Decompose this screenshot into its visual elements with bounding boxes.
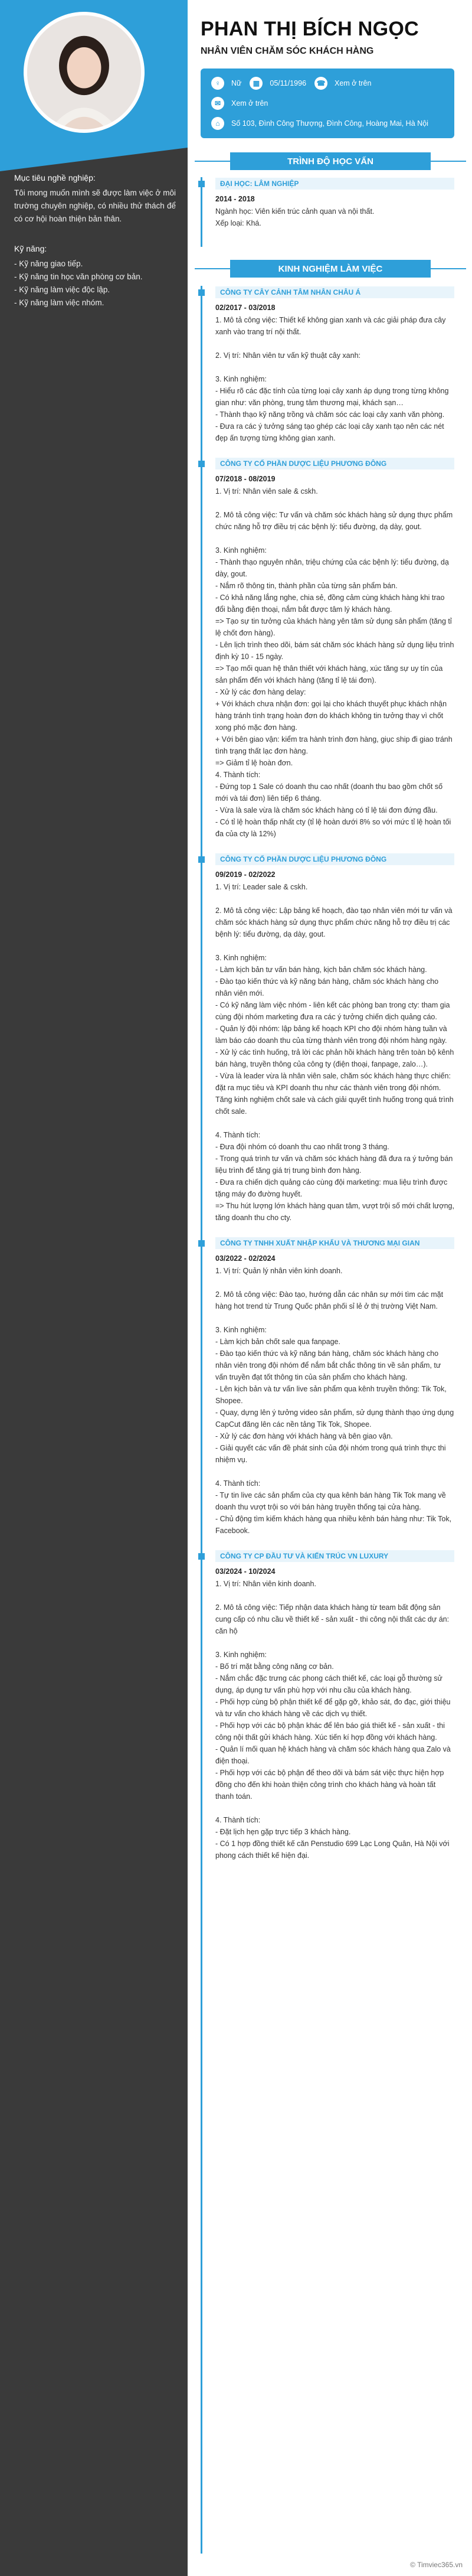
skills-block [14,242,176,309]
location-icon: ⌂ [211,117,224,130]
timeline-marker-icon [198,289,205,296]
education-entry [202,177,460,229]
school-name: ĐẠI HỌC: LÂM NGHIỆP [215,178,454,190]
email-icon: ✉ [211,97,224,110]
job-details: 1. Vị trí: Nhân viên kinh doanh. 2. Mô tả công việc: Tiếp nhận data khách hàng từ team bất động sản cung cấp có nhu cầu về thiết kế - sản xuất - thi công nội thất các dự án: căn hộ 3. Kinh nghiệm: - Bố trí mặt bằng công năng cơ bản. - Nắm chắc đặc trưng các phong cách thiết kế, các loại gỗ thường sử dụng, áp dụng tư vấn phù hợp với nhu cầu của khách hàng. - Phối hợp cùng bộ phận thiết kế để gặp gỡ, khảo sát, đo đạc, giới thiệu và tư vấn cho khách hàng về các dịch vụ thiết. - Phối hợp với các bộ phận khác để lên báo giá thiết kế - sản xuất - thi công nội thất gửi khách hàng. Xúc tiến kí hợp đồng với khách hàng. - Quản lí mối quan hệ khách hàng và chăm sóc khách hàng qua Zalo và điện thoại. - Phối hợp với các bộ phận để theo dõi và bám sát việc thực hiện hợp đồng cho đến khi hoàn thiện công trình cho khách hàng và hoàn tất thanh toán. 4. Thành tích: - Đặt lịch hẹn gặp trực tiếp 3 khách hàng. - Có 1 hợp đồng thiết kế căn Penstudio 699 Lạc Long Quân, Hà Nội với phong cách thiết kế hiện đại. [215,1580,451,1860]
job-period: 02/2017 - 03/2018 [215,304,276,312]
gender-icon: ♀ [211,77,224,90]
skill-item: - Kỹ năng làm việc nhóm. [14,298,104,307]
company-name: CÔNG TY CỔ PHẦN DƯỢC LIỆU PHƯƠNG ĐÔNG [215,458,454,469]
company-name: CÔNG TY TNHH XUẤT NHẬP KHẨU VÀ THƯƠNG MẠI GIAN [215,1237,454,1249]
timeline-marker-icon [198,461,205,467]
contact-row-email [211,97,276,110]
timeline-marker-icon [198,856,205,863]
education-period: 2014 - 2018 [215,195,255,203]
company-name: CÔNG TY CÂY CẢNH TÂM NHÂN CHÂU Á [215,286,454,298]
education-timeline [201,177,460,247]
contact-panel [201,69,454,138]
job-details: 1. Mô tả công việc: Thiết kế không gian xanh và các giải pháp đưa cây xanh vào trang trí nội thất. 2. Vị trí: Nhân viên tư vấn kỹ thuật cây xanh: 3. Kinh nghiệm: - Hiểu rõ các đặc tính của từng loại cây xanh áp dụng trong từng không gian như: văn phòng, trung tâm thương mại, khách sạn… - Thành thạo kỹ năng trồng và chăm sóc các loại cây xanh văn phòng. - Đưa ra các ý tưởng sáng tạo ghép các loại cây xanh tạo nên các nét đẹp ấn tượng từng không gian xanh. [215,316,449,442]
experience-title: KINH NGHIỆM LÀM VIỆC [230,260,431,278]
candidate-name: PHAN THỊ BÍCH NGỌC [201,18,419,40]
job-details: 1. Vị trí: Nhân viên sale & cskh. 2. Mô tả công việc: Tư vấn và chăm sóc khách hàng sử dụng thực phẩm chức năng hỗ trợ điều trị các bệnh lý: tiểu đường, dạ dày, gout. 3. Kinh nghiệm: - Thành thạo nguyên nhân, triệu chứng của các bệnh lý: tiểu đường, dạ dày, gout. - Nắm rõ thông tin, thành phần của từng sản phẩm bán. - Có khả năng lắng nghe, chia sẻ, đồng cảm cùng khách hàng khi trao đổi bằng điện thoại, nắm bắt được tâm lý khách hàng. => Tạo sự tin tưởng của khách hàng yên tâm sử dụng sản phẩm (tăng tỉ lệ chốt đơn hàng). - Lên lịch trình theo dõi, bám sát chăm sóc khách hàng sử dụng liệu trình định kỳ 10 - 15 ngày. => Tạo mối quan hệ thân thiết với khách hàng, xúc tăng sự uy tín của sản phẩm đến với khách hàng (tăng tỉ lệ tái đơn). - Xử lý các đơn hàng delay: + Với khách chưa nhận đơn: gọi lại cho khách thuyết phục khách nhận hàng tránh tình trạng hoàn đơn do khách không tin tưởng thay vì chốt xong phó mặc đơn hàng. + Với bên giao vận: kiểm tra hành trình đơn hàng, giục ship đi giao tránh tình trạng thất lạc đơn hàng. => Giảm tỉ lệ hoàn đơn. 4. Thành tích: - Đứng top 1 Sale có doanh thu cao nhất (doanh thu bao gồm chốt số mới và tái đơn) liên tiếp 6 tháng. - Vừa là sale vừa là chăm sóc khách hàng có tỉ lệ tái đơn đứng đầu. - Có tỉ lệ hoàn thấp nhất cty (tỉ lệ hoàn dưới 8% so với mức tỉ lệ hoàn tối đa của cty là 12%) [215,487,454,838]
job-period: 07/2018 - 08/2019 [215,475,276,483]
experience-section-header [195,260,466,278]
footer-watermark: © Timviec365.vn [410,2561,463,2569]
calendar-icon: ▦ [250,77,263,90]
phone-value[interactable]: Xem ở trên [335,79,372,87]
skill-item: - Kỹ năng giao tiếp. [14,259,83,268]
skill-item: - Kỹ năng làm việc độc lập. [14,285,110,294]
skills-title: Kỹ năng: [14,244,47,253]
company-name: CÔNG TY CP ĐẦU TƯ VÀ KIẾN TRÚC VN LUXURY [215,1550,454,1562]
experience-entry [202,286,460,444]
experience-timeline [201,286,460,2554]
gender-value: Nữ [231,79,242,87]
job-period: 09/2019 - 02/2022 [215,870,276,879]
experience-entry [202,1237,460,1537]
contact-row-personal [211,77,379,90]
skill-item: - Kỹ năng tin học văn phòng cơ bản. [14,272,143,281]
job-period: 03/2024 - 10/2024 [215,1567,276,1576]
contact-row-address [211,117,437,130]
education-details: Ngành học: Viên kiến trúc cảnh quan và nội thất. Xếp loại: Khá. [215,207,375,227]
timeline-marker-icon [198,1553,205,1560]
address-value: Số 103, Đình Công Thượng, Đình Công, Hoàng Mai, Hà Nội [231,119,428,128]
experience-entry [202,853,460,1224]
experience-entry [202,1550,460,1861]
job-details: 1. Vị trí: Quản lý nhân viên kinh doanh. 2. Mô tả công việc: Đào tạo, hướng dẫn các nhân sự mới tìm các mặt hàng hot trend từ Trung Quốc phân phối sỉ lẻ ở thị trường Việt Nam. 3. Kinh nghiệm: - Làm kịch bản chốt sale qua fanpage. - Đào tạo kiến thức và kỹ năng bán hàng, chăm sóc khách hàng cho nhân viên trong đội nhóm để nắm bắt chắc thông tin về sản phẩm, tư vấn truyền đạt tốt thông tin của sản phẩm cho khách hàng. - Lên kịch bản và tư vấn live sản phẩm qua kênh truyền thông: Tik Tok, Shopee. - Quay, dựng lên ý tưởng video sản phẩm, sử dụng thành thạo ứng dụng CapCut đăng lên các nền tảng Tik Tok, Shopee. - Xử lý các đơn hàng với khách hàng và bên giao vận. - Giải quyết các vấn đề phát sinh của đội nhóm trong quá trình thực thi nhiệm vụ. 4. Thành tích: - Tự tin live các sản phẩm của cty qua kênh bán hàng Tik Tok mang về doanh thu vượt trội so với bán hàng truyền thống tại cửa hàng. - Chủ động tìm kiếm khách hàng qua nhiều kênh bán hàng như: Tik Tok, Facebook. [215,1267,454,1535]
email-value[interactable]: Xem ở trên [231,99,268,107]
job-period: 03/2022 - 02/2024 [215,1254,276,1263]
job-title: NHÂN VIÊN CHĂM SÓC KHÁCH HÀNG [201,46,374,56]
experience-entry [202,457,460,840]
timeline-marker-icon [198,181,205,187]
sidebar [0,0,188,2576]
phone-icon: ☎ [314,77,327,90]
objective-block [14,171,176,226]
avatar [24,12,145,133]
job-details: 1. Vị trí: Leader sale & cskh. 2. Mô tả công việc: Lập bảng kế hoạch, đào tạo nhân viên mới tư vấn và chăm sóc khách hàng sử dụng thực phẩm chức năng hỗ trợ điều trị các bệnh lý: tiểu đường, dạ dày, gout. 3. Kinh nghiệm: - Làm kịch bản tư vấn bán hàng, kịch bản chăm sóc khách hàng. - Đào tạo kiến thức và kỹ năng bán hàng, chăm sóc khách hàng cho nhân viên mới. - Có kỹ năng làm việc nhóm - liên kết các phòng ban trong cty: tham gia cùng đội nhóm marketing đưa ra các ý tưởng chiến dịch quảng cáo. - Quản lý đội nhóm: lập bảng kế hoạch KPI cho đội nhóm hàng tuần và làm báo cáo doanh thu của từng thành viên trong đội nhóm hàng ngày. - Xử lý các tình huống, trả lời các phản hồi khách hàng trên toàn bộ kênh bán hàng, truyền thông của công ty (điện thoại, fanpage, zalo…). - Vừa là leader vừa là nhân viên sale, chăm sóc khách hàng thực chiến: đặt ra mục tiêu và KPI doanh thu như các thành viên trong đội nhóm. Tăng kinh nghiệm chốt sale và cách giải quyết tình huống trong quá trình chốt sale. 4. Thành tích: - Đưa đội nhóm có doanh thu cao nhất trong 3 tháng. - Trong quá trình tư vấn và chăm sóc khách hàng đã đưa ra ý tưởng bán liệu trình để tăng giá trị trung bình đơn hàng. - Đưa ra chiến dịch quảng cáo cùng đội marketing: mua liệu trình được tặng máy đo đường huyết. => Thu hút lượng lớn khách hàng quan tâm, vượt trội số mới chất lượng, tăng doanh thu cho cty. [215,883,454,1222]
education-section-header [195,152,466,170]
education-title: TRÌNH ĐỘ HỌC VẤN [230,152,431,170]
timeline-marker-icon [198,1240,205,1247]
company-name: CÔNG TY CỔ PHẦN DƯỢC LIỆU PHƯƠNG ĐÔNG [215,853,454,865]
objective-text: Tôi mong muốn mình sẽ được làm việc ở môi trường chuyên nghiệp, có nhiều thử thách để có cơ hội hoàn thiện bản thân. [14,188,176,223]
birthday-value: 05/11/1996 [270,79,307,87]
avatar-portrait-icon [27,15,141,129]
objective-title: Mục tiêu nghề nghiệp: [14,173,96,182]
